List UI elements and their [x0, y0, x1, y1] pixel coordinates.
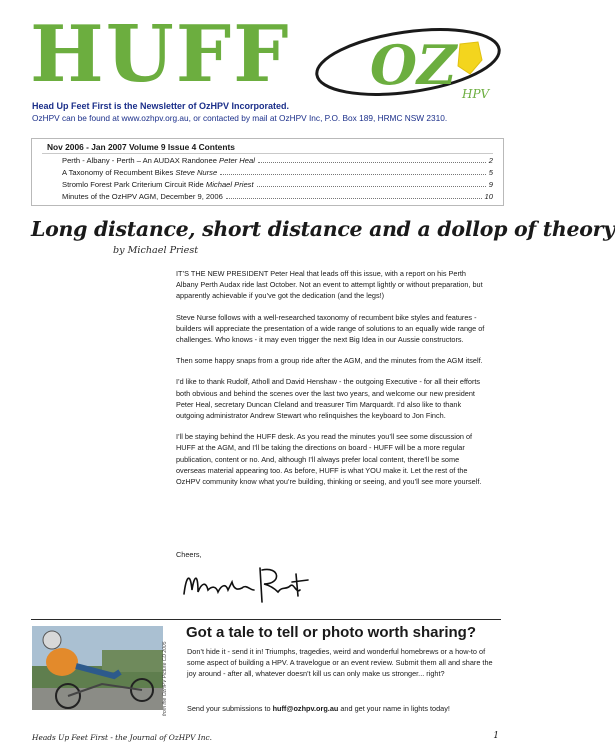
- toc-page-number: 5: [488, 168, 493, 177]
- toc-item[interactable]: [62, 155, 493, 166]
- recumbent-rider-photo: [32, 626, 163, 710]
- masthead-title: HUFF: [30, 9, 291, 100]
- footer-journal-name: Heads Up Feet First - the Journal of OzHPV Inc.: [32, 733, 212, 742]
- paragraph: Then some happy snaps from a group ride after the AGM, and the minutes from the AGM itself.: [176, 356, 483, 366]
- handwritten-signature: [176, 560, 314, 610]
- paragraph: I’ll be staying behind the HUFF desk. As you read the minutes you’ll see some discussion of HUFF at the AGM, and I’ll be taking the directions on board - HUFF will be a more regular publication, content or no. And, although I’ll always prefer local content, there’ll be some overseas material appearing too. As before, HUFF is what YOU make it. Let the rest of the OzHPV community know what you’re building, thinking or seeing, and you’ll see more yourself.: [176, 432, 482, 487]
- promo-body: Don’t hide it - send it in! Triumphs, tragedies, weird and wonderful homebrews or a how-to of some aspect of building a HPV. A travelogue or an event review. Submit them all and share the joy around - after all, whatever doesn’t kill us can only make us stronger... right?: [187, 647, 493, 678]
- toc-title: Perth - Albany - Perth – An AUDAX Randonee: [62, 156, 217, 165]
- submission-email-link[interactable]: huff@ozhpv.org.au: [272, 704, 339, 713]
- submit-prefix: Send your submissions to: [187, 704, 273, 713]
- toc-page-number: 10: [484, 192, 493, 201]
- paragraph: Steve Nurse follows with a well-researched taxonomy of recumbent bike styles and features - builders will appreciate the presentation of a wide range of solutions to an equally wide range of challenges. Who knows - it may even trigger the next Big Idea in our Aussie constructors.: [176, 312, 485, 345]
- editorial-body: [176, 268, 488, 497]
- toc-author: Peter Heal: [219, 156, 255, 165]
- toc-title: Stromlo Forest Park Criterium Circuit Ride: [62, 180, 204, 189]
- promo-submit-line: [187, 704, 507, 713]
- logo-hpv-text: HPV: [462, 87, 490, 101]
- footer-page-number: 1: [493, 731, 499, 741]
- toc-page-number: 2: [488, 156, 493, 165]
- paragraph: IT’S THE NEW PRESIDENT Peter Heal that leads off this issue, with a report on his Perth Albany Perth Audax ride last October. Not an event to attempt lightly or without preparation, but apparently achievable if you’ve got the dedication (and the legs!): [176, 269, 483, 301]
- editorial-headline: Long distance, short distance and a dollop of theory: [31, 217, 615, 241]
- masthead-tagline: Head Up Feet First is the Newsletter of OzHPV Incorporated.: [32, 101, 290, 111]
- paragraph: I’d like to thank Rudolf, Atholl and David Henshaw - the outgoing Executive - for all their efforts both obvious and behind the scenes over the last two years, and welcome our new president Peter Heal, secretary Duncan Cleland and treasurer Tim Marquardt. I’d also like to thank outgoing administrator Andrew Stewart who relinquishes the keyboard to Jon Finch.: [176, 377, 481, 421]
- toc-title: Minutes of the OzHPV AGM, December 9, 2006: [62, 192, 223, 201]
- toc-leader: [257, 186, 486, 187]
- toc-page-number: 9: [488, 180, 493, 189]
- logo-oz-text: OZ: [370, 33, 457, 97]
- toc-item[interactable]: [62, 167, 493, 178]
- editorial-byline: by Michael Priest: [113, 245, 199, 256]
- toc-author: Michael Priest: [205, 180, 254, 189]
- section-divider: [31, 619, 501, 620]
- contents-heading: Nov 2006 - Jan 2007 Volume 9 Issue 4 Contents: [47, 142, 235, 152]
- toc-title: A Taxonomy of Recumbent Bikes: [62, 168, 174, 177]
- toc-leader: [220, 174, 486, 175]
- photo-credit: from the OzHPV Picture CD 2005: [162, 641, 168, 716]
- contents-box: [31, 138, 504, 206]
- toc-author: Steve Nurse: [175, 168, 218, 177]
- toc-item[interactable]: [62, 191, 493, 202]
- editorial-signoff: Cheers,: [176, 550, 202, 559]
- submit-suffix: and get your name in lights today!: [338, 704, 450, 713]
- promo-title: Got a tale to tell or photo worth sharing?: [186, 624, 476, 641]
- toc-leader: [226, 198, 482, 199]
- contents-divider: [42, 153, 493, 154]
- toc-leader: [258, 162, 486, 163]
- toc-item[interactable]: [62, 179, 493, 190]
- contact-info: OzHPV can be found at www.ozhpv.org.au, or contacted by mail at OzHPV Inc, P.O. Box 189, HRMC NSW 2310.: [32, 113, 448, 123]
- ozhpv-logo: [310, 14, 506, 114]
